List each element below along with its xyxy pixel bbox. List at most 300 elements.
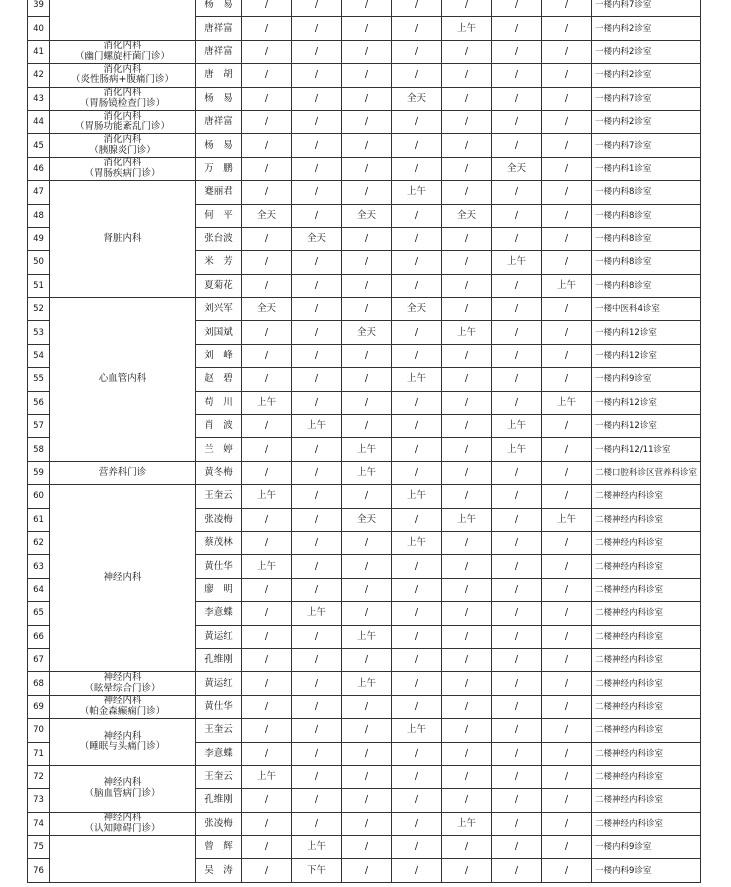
- schedule-slot: /: [492, 344, 542, 367]
- schedule-slot: /: [492, 134, 542, 157]
- department-name: 消化内科: [103, 87, 142, 99]
- schedule-slot: /: [392, 555, 442, 578]
- schedule-slot: 全天: [292, 227, 342, 250]
- schedule-slot: 全天: [242, 298, 292, 321]
- row-number: 45: [28, 134, 50, 157]
- schedule-slot: /: [392, 648, 442, 671]
- row-number: 55: [28, 368, 50, 391]
- schedule-slot: /: [442, 672, 492, 695]
- department-cell: [50, 0, 196, 40]
- row-number: 54: [28, 344, 50, 367]
- schedule-slot: /: [342, 765, 392, 788]
- doctor-name: 黄运红: [196, 625, 242, 648]
- schedule-slot: /: [342, 344, 392, 367]
- schedule-slot: /: [242, 134, 292, 157]
- schedule-slot: /: [292, 789, 342, 812]
- schedule-slot: /: [492, 765, 542, 788]
- schedule-slot: /: [542, 578, 592, 601]
- clinic-location: 一楼内科9诊室: [592, 836, 701, 859]
- schedule-slot: /: [442, 695, 492, 718]
- schedule-slot: /: [542, 555, 592, 578]
- department-name: 肾脏内科: [103, 232, 142, 244]
- doctor-name: 黄仕华: [196, 695, 242, 718]
- schedule-slot: /: [242, 461, 292, 484]
- schedule-slot: /: [342, 274, 392, 297]
- schedule-slot: /: [542, 321, 592, 344]
- doctor-name: 万 鹏: [196, 157, 242, 180]
- clinic-location: 二楼神经内科诊室: [592, 485, 701, 508]
- schedule-slot: /: [392, 274, 442, 297]
- clinic-location: 一楼内科1诊室: [592, 157, 701, 180]
- schedule-slot: /: [242, 344, 292, 367]
- schedule-slot: /: [242, 789, 292, 812]
- clinic-location: 二楼神经内科诊室: [592, 555, 701, 578]
- schedule-slot: /: [542, 181, 592, 204]
- doctor-name: 黄仕华: [196, 555, 242, 578]
- department-cell: [50, 765, 196, 812]
- schedule-slot: /: [242, 17, 292, 40]
- schedule-slot: /: [442, 391, 492, 414]
- schedule-slot: /: [292, 438, 342, 461]
- doctor-name: 刘兴军: [196, 298, 242, 321]
- schedule-slot: /: [542, 672, 592, 695]
- schedule-slot: 上午: [542, 274, 592, 297]
- table-row: [28, 672, 701, 695]
- schedule-slot: 上午: [442, 812, 492, 835]
- table-row: [28, 836, 701, 859]
- schedule-slot: /: [392, 40, 442, 63]
- schedule-slot: /: [542, 742, 592, 765]
- table-row: [28, 40, 701, 63]
- row-number: 52: [28, 298, 50, 321]
- schedule-slot: /: [392, 0, 442, 17]
- schedule-slot: /: [442, 625, 492, 648]
- schedule-slot: /: [442, 227, 492, 250]
- clinic-location: 一楼内科8诊室: [592, 274, 701, 297]
- schedule-slot: /: [542, 251, 592, 274]
- doctor-name: 吴 涛: [196, 859, 242, 882]
- schedule-slot: /: [442, 64, 492, 87]
- schedule-slot: /: [542, 461, 592, 484]
- department-subclinic: （炎性肠病+腹痛门诊）: [71, 74, 174, 86]
- schedule-slot: /: [442, 742, 492, 765]
- schedule-slot: /: [342, 485, 392, 508]
- clinic-location: 一楼内科2诊室: [592, 40, 701, 63]
- row-number: 70: [28, 719, 50, 742]
- schedule-slot: /: [442, 181, 492, 204]
- row-number: 63: [28, 555, 50, 578]
- clinic-location: 一楼内科7诊室: [592, 134, 701, 157]
- department-subclinic: （眩晕综合门诊）: [84, 682, 161, 694]
- schedule-slot: /: [392, 321, 442, 344]
- schedule-slot: 上午: [392, 181, 442, 204]
- table-row: [28, 485, 701, 508]
- clinic-location: 二楼神经内科诊室: [592, 742, 701, 765]
- schedule-slot: /: [392, 110, 442, 133]
- department-name: 营养科门诊: [98, 466, 147, 478]
- schedule-slot: /: [442, 157, 492, 180]
- schedule-slot: /: [292, 134, 342, 157]
- schedule-slot: /: [442, 0, 492, 17]
- schedule-slot: 上午: [292, 602, 342, 625]
- row-number: 46: [28, 157, 50, 180]
- schedule-slot: /: [292, 765, 342, 788]
- schedule-slot: /: [242, 415, 292, 438]
- schedule-slot: /: [492, 461, 542, 484]
- table-row: [28, 64, 701, 87]
- clinic-location: 一楼内科12/11诊室: [592, 438, 701, 461]
- schedule-slot: /: [242, 695, 292, 718]
- schedule-slot: /: [242, 672, 292, 695]
- schedule-slot: /: [342, 415, 392, 438]
- schedule-slot: /: [442, 274, 492, 297]
- schedule-slot: /: [342, 742, 392, 765]
- row-number: 62: [28, 531, 50, 554]
- row-number: 71: [28, 742, 50, 765]
- schedule-slot: /: [542, 344, 592, 367]
- clinic-location: 一楼内科2诊室: [592, 17, 701, 40]
- doctor-name: 廖 明: [196, 578, 242, 601]
- schedule-slot: 上午: [442, 508, 492, 531]
- clinic-location: 二楼神经内科诊室: [592, 695, 701, 718]
- schedule-slot: /: [542, 485, 592, 508]
- schedule-slot: /: [292, 274, 342, 297]
- row-number: 68: [28, 672, 50, 695]
- schedule-slot: /: [492, 87, 542, 110]
- table-row: [28, 719, 701, 742]
- clinic-location: 二楼神经内科诊室: [592, 602, 701, 625]
- schedule-slot: /: [492, 485, 542, 508]
- schedule-slot: /: [442, 531, 492, 554]
- department-subclinic: （睡眠与头痛门诊）: [79, 741, 166, 752]
- schedule-slot: /: [292, 17, 342, 40]
- schedule-slot: /: [342, 251, 392, 274]
- doctor-name: 杨 易: [196, 87, 242, 110]
- clinic-location: 二楼神经内科诊室: [592, 625, 701, 648]
- schedule-slot: /: [442, 251, 492, 274]
- schedule-slot: /: [292, 298, 342, 321]
- schedule-slot: /: [492, 531, 542, 554]
- schedule-slot: /: [492, 274, 542, 297]
- department-cell: [50, 672, 196, 695]
- schedule-slot: /: [542, 765, 592, 788]
- schedule-slot: /: [242, 742, 292, 765]
- doctor-name: 唐 胡: [196, 64, 242, 87]
- doctor-name: 肖 波: [196, 415, 242, 438]
- doctor-name: 李意蝶: [196, 742, 242, 765]
- schedule-slot: 上午: [442, 321, 492, 344]
- doctor-name: 杨 易: [196, 0, 242, 17]
- row-number: 73: [28, 789, 50, 812]
- schedule-slot: /: [392, 134, 442, 157]
- schedule-slot: /: [542, 64, 592, 87]
- doctor-name: 张凌梅: [196, 508, 242, 531]
- schedule-slot: 上午: [242, 555, 292, 578]
- department-cell: [50, 64, 196, 87]
- schedule-slot: /: [492, 298, 542, 321]
- schedule-slot: /: [542, 0, 592, 17]
- schedule-slot: /: [292, 391, 342, 414]
- clinic-location: 一楼内科9诊室: [592, 368, 701, 391]
- schedule-slot: /: [392, 836, 442, 859]
- schedule-slot: /: [442, 555, 492, 578]
- schedule-slot: /: [442, 40, 492, 63]
- schedule-slot: /: [242, 602, 292, 625]
- department-cell: [50, 157, 196, 180]
- clinic-location: 一楼内科7诊室: [592, 0, 701, 17]
- department-subclinic: （胃肠镜检查门诊）: [79, 97, 166, 109]
- department-cell: [50, 181, 196, 298]
- schedule-slot: 上午: [242, 485, 292, 508]
- schedule-slot: 上午: [392, 368, 442, 391]
- schedule-slot: /: [292, 695, 342, 718]
- schedule-slot: /: [442, 789, 492, 812]
- row-number: 59: [28, 461, 50, 484]
- schedule-slot: /: [292, 625, 342, 648]
- doctor-name: 黄运红: [196, 672, 242, 695]
- doctor-name: 赵 碧: [196, 368, 242, 391]
- schedule-slot: /: [292, 87, 342, 110]
- schedule-slot: /: [242, 181, 292, 204]
- department-cell: [50, 695, 196, 718]
- clinic-schedule-table: [27, 0, 701, 883]
- schedule-slot: /: [492, 555, 542, 578]
- table-row: [28, 134, 701, 157]
- department-cell: [50, 485, 196, 672]
- table-row: [28, 812, 701, 835]
- clinic-location: 一楼内科12诊室: [592, 321, 701, 344]
- schedule-slot: /: [542, 859, 592, 882]
- schedule-slot: 上午: [242, 391, 292, 414]
- row-number: 47: [28, 181, 50, 204]
- department-cell: [50, 110, 196, 133]
- schedule-slot: /: [342, 812, 392, 835]
- schedule-slot: 上午: [392, 719, 442, 742]
- clinic-location: 一楼内科12诊室: [592, 344, 701, 367]
- department-cell: [50, 298, 196, 462]
- doctor-name: 王奎云: [196, 765, 242, 788]
- schedule-slot: /: [242, 368, 292, 391]
- clinic-location: 二楼神经内科诊室: [592, 648, 701, 671]
- row-number: 44: [28, 110, 50, 133]
- schedule-slot: /: [242, 812, 292, 835]
- schedule-slot: /: [342, 17, 392, 40]
- schedule-slot: /: [342, 555, 392, 578]
- schedule-slot: /: [492, 812, 542, 835]
- schedule-slot: /: [392, 64, 442, 87]
- schedule-slot: /: [392, 227, 442, 250]
- schedule-slot: /: [542, 134, 592, 157]
- schedule-slot: /: [292, 157, 342, 180]
- row-number: 56: [28, 391, 50, 414]
- schedule-slot: /: [392, 695, 442, 718]
- schedule-slot: /: [542, 157, 592, 180]
- schedule-slot: /: [242, 438, 292, 461]
- clinic-location: 一楼内科7诊室: [592, 87, 701, 110]
- schedule-slot: /: [292, 578, 342, 601]
- department-subclinic: （胃肠功能紊乱门诊）: [74, 121, 170, 133]
- schedule-slot: /: [492, 742, 542, 765]
- clinic-location: 一楼内科8诊室: [592, 251, 701, 274]
- doctor-name: 蹇丽君: [196, 181, 242, 204]
- row-number: 57: [28, 415, 50, 438]
- schedule-slot: /: [342, 0, 392, 17]
- schedule-slot: /: [242, 251, 292, 274]
- doctor-name: 张台波: [196, 227, 242, 250]
- schedule-slot: 上午: [242, 765, 292, 788]
- schedule-slot: /: [292, 344, 342, 367]
- department-name: 神经内科: [103, 672, 142, 684]
- schedule-slot: /: [392, 157, 442, 180]
- schedule-slot: 上午: [292, 836, 342, 859]
- department-name: 神经内科: [103, 572, 142, 584]
- clinic-location: 一楼中医科4诊室: [592, 298, 701, 321]
- schedule-slot: /: [442, 859, 492, 882]
- schedule-slot: /: [442, 578, 492, 601]
- clinic-location: 一楼内科2诊室: [592, 64, 701, 87]
- schedule-slot: /: [342, 602, 392, 625]
- doctor-name: 李意蝶: [196, 602, 242, 625]
- schedule-slot: /: [392, 344, 442, 367]
- schedule-slot: /: [442, 344, 492, 367]
- schedule-slot: /: [492, 368, 542, 391]
- schedule-slot: 全天: [392, 87, 442, 110]
- clinic-location: 二楼神经内科诊室: [592, 578, 701, 601]
- schedule-slot: /: [492, 672, 542, 695]
- row-number: 50: [28, 251, 50, 274]
- row-number: 40: [28, 17, 50, 40]
- schedule-slot: /: [242, 648, 292, 671]
- department-name: 神经内科: [103, 777, 142, 789]
- department-cell: [50, 87, 196, 110]
- clinic-location: 一楼内科9诊室: [592, 859, 701, 882]
- schedule-slot: /: [292, 719, 342, 742]
- schedule-slot: /: [492, 719, 542, 742]
- department-cell: [50, 719, 196, 766]
- department-cell: [50, 461, 196, 484]
- row-number: 72: [28, 765, 50, 788]
- schedule-slot: 全天: [342, 204, 392, 227]
- clinic-location: 二楼神经内科诊室: [592, 812, 701, 835]
- doctor-name: 张凌梅: [196, 812, 242, 835]
- schedule-slot: /: [342, 110, 392, 133]
- schedule-slot: /: [342, 648, 392, 671]
- schedule-slot: /: [342, 157, 392, 180]
- clinic-location: 二楼神经内科诊室: [592, 719, 701, 742]
- schedule-slot: /: [392, 859, 442, 882]
- row-number: 66: [28, 625, 50, 648]
- schedule-slot: /: [342, 695, 392, 718]
- schedule-slot: /: [442, 134, 492, 157]
- schedule-slot: /: [392, 742, 442, 765]
- schedule-slot: /: [492, 64, 542, 87]
- schedule-slot: 上午: [392, 485, 442, 508]
- schedule-slot: 上午: [342, 461, 392, 484]
- schedule-slot: /: [292, 672, 342, 695]
- schedule-slot: /: [392, 789, 442, 812]
- clinic-location: 一楼内科12诊室: [592, 391, 701, 414]
- schedule-slot: /: [292, 64, 342, 87]
- schedule-slot: /: [242, 508, 292, 531]
- row-number: 51: [28, 274, 50, 297]
- schedule-slot: /: [342, 227, 392, 250]
- schedule-slot: 上午: [542, 508, 592, 531]
- schedule-slot: /: [342, 578, 392, 601]
- schedule-slot: /: [292, 204, 342, 227]
- doctor-name: 刘国斌: [196, 321, 242, 344]
- department-cell: [50, 134, 196, 157]
- schedule-slot: /: [242, 531, 292, 554]
- clinic-location: 二楼神经内科诊室: [592, 672, 701, 695]
- schedule-slot: /: [442, 461, 492, 484]
- schedule-slot: /: [492, 648, 542, 671]
- table-row: [28, 298, 701, 321]
- schedule-slot: /: [492, 508, 542, 531]
- department-cell: [50, 836, 196, 883]
- schedule-slot: /: [242, 64, 292, 87]
- schedule-slot: /: [442, 648, 492, 671]
- schedule-slot: /: [392, 578, 442, 601]
- schedule-slot: /: [392, 17, 442, 40]
- doctor-name: 孔维刚: [196, 648, 242, 671]
- row-number: 60: [28, 485, 50, 508]
- schedule-slot: /: [542, 17, 592, 40]
- schedule-slot: /: [442, 485, 492, 508]
- clinic-location: 一楼内科2诊室: [592, 110, 701, 133]
- schedule-slot: 全天: [492, 157, 542, 180]
- schedule-slot: /: [342, 64, 392, 87]
- schedule-slot: /: [492, 40, 542, 63]
- schedule-slot: /: [292, 321, 342, 344]
- schedule-slot: /: [492, 836, 542, 859]
- department-name: 神经内科: [103, 695, 142, 707]
- row-number: 67: [28, 648, 50, 671]
- schedule-slot: /: [492, 110, 542, 133]
- clinic-location: 二楼口腔科诊区营养科诊室: [592, 461, 701, 484]
- schedule-slot: 上午: [342, 625, 392, 648]
- schedule-slot: 全天: [392, 298, 442, 321]
- schedule-slot: /: [292, 40, 342, 63]
- clinic-location: 二楼神经内科诊室: [592, 789, 701, 812]
- department-subclinic: （脑血管病门诊）: [84, 787, 161, 799]
- table-row: [28, 695, 701, 718]
- schedule-slot: /: [392, 625, 442, 648]
- department-subclinic: （认知障碍门诊）: [84, 822, 161, 834]
- department-name: 消化内科: [103, 63, 142, 75]
- schedule-slot: /: [492, 602, 542, 625]
- schedule-slot: /: [292, 251, 342, 274]
- table-row: [28, 0, 701, 17]
- clinic-location: 一楼内科12诊室: [592, 415, 701, 438]
- row-number: 39: [28, 0, 50, 17]
- row-number: 48: [28, 204, 50, 227]
- schedule-slot: /: [442, 765, 492, 788]
- table-row: [28, 461, 701, 484]
- department-name: 神经内科: [103, 812, 142, 824]
- schedule-slot: /: [242, 40, 292, 63]
- schedule-slot: /: [242, 625, 292, 648]
- schedule-slot: /: [492, 859, 542, 882]
- schedule-slot: /: [242, 110, 292, 133]
- department-name: 消化内科: [103, 134, 142, 146]
- clinic-location: 一楼内科8诊室: [592, 204, 701, 227]
- schedule-slot: /: [242, 157, 292, 180]
- schedule-slot: /: [492, 0, 542, 17]
- schedule-slot: /: [392, 438, 442, 461]
- schedule-body: [28, 0, 701, 882]
- department-cell: [50, 812, 196, 835]
- schedule-slot: /: [292, 181, 342, 204]
